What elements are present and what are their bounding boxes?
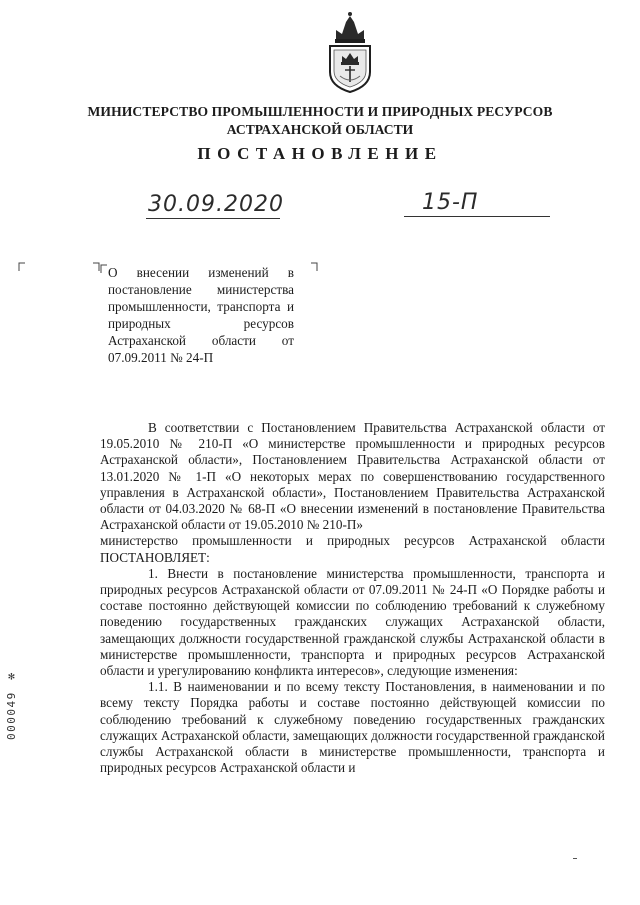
document-body [100, 420, 605, 776]
document-type: ПОСТАНОВЛЕНИЕ [197, 144, 443, 163]
corner-bracket-icon [18, 262, 26, 272]
coat-of-arms-icon [322, 10, 378, 94]
handwritten-number: 15-П [422, 190, 479, 215]
legal-basis-paragraph: В соответствии с Постановлением Правительства Астраханской области от 19.05.2010 № 210-П «О министерстве промышленности и природных ресурсов Астраханской области», Постановлением Правительства Астраханской области от 13.01.2020 № 1-П «О некоторых мерах по совершенствованию государственного управления в Астраханской области», Постановлением Правительства Астраханской области от 04.03.2020 № 68-П «О внесении изменений в постановление Правительства Астраханской области от 19.05.2010 № 210-П» [100, 420, 605, 533]
date-underline [146, 218, 280, 219]
decree-statement: министерство промышленности и природных ресурсов Астраханской области ПОСТАНОВЛЯЕТ: [100, 533, 605, 565]
corner-bracket-icon [310, 262, 320, 272]
registration-number-stamp: 000049 ✻ [5, 668, 18, 740]
page-mark [573, 858, 577, 859]
clause-1: 1. Внести в постановление министерства промышленности, транспорта и природных ресурсов Астраханской области от 07.09.2011 № 24-П «О Порядке работы и составе постоянно действующей комиссии по соблюдению требований к служебному поведению государственных гражданских служащих Астраханской области, замещающих должности государственной гражданской службы Астраханской области в министерстве промышленности, транспорта и природных ресурсов Астраханской области и урегулированию конфликта интересов», следующие изменения: [100, 565, 605, 679]
ministry-name-line1: МИНИСТЕРСТВО ПРОМЫШЛЕННОСТИ И ПРИРОДНЫХ РЕСУРСОВ [87, 104, 553, 119]
clause-1-1: 1.1. В наименовании и по всему тексту Постановления, в наименовании и по всему тексту Порядка работы и составе постоянно действующей комиссии по соблюдению требований к служебному поведению государственных гражданских служащих Астраханской области, замещающих должности государственной гражданской службы Астраханской области в министерстве промышленности, транспорта и природных ресурсов Астраханской области и [100, 679, 605, 776]
document-subject: О внесении изменений в постановление министерства промышленности, транспорта и природных ресурсов Астраханской области от 07.09.2011 № 24-П [108, 265, 294, 366]
corner-bracket-icon [100, 264, 108, 274]
handwritten-date: 30.09.2020 [148, 192, 284, 217]
ministry-name-line2: АСТРАХАНСКОЙ ОБЛАСТИ [226, 122, 414, 137]
number-underline [404, 216, 550, 217]
